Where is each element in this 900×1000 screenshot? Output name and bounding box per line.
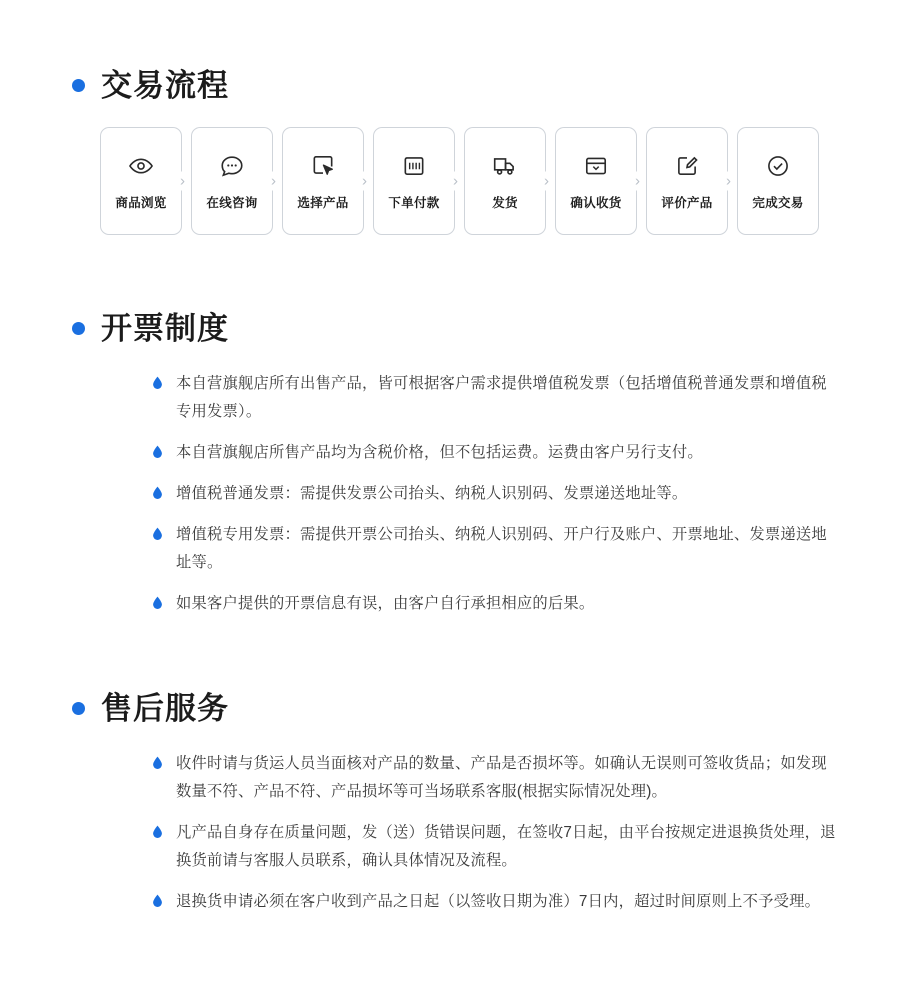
- section-transaction-flow: [60, 70, 840, 235]
- list-item: [152, 521, 840, 577]
- spacer: [60, 235, 840, 313]
- flow-step-5: [453, 127, 546, 235]
- bullet-dot-icon: [72, 79, 85, 92]
- droplet-icon: [152, 527, 163, 541]
- chevron-right-icon: ›: [453, 172, 458, 190]
- list-item-text: 如果客户提供的开票信息有误，由客户自行承担相应的后果。: [176, 595, 595, 612]
- card-icon: [399, 151, 429, 181]
- truck-icon: [490, 151, 520, 181]
- list-item: [152, 480, 840, 508]
- invoice-policy-list: [152, 370, 840, 618]
- chat-icon: [217, 151, 247, 181]
- list-item: [152, 750, 840, 806]
- chevron-right-icon: ›: [180, 172, 185, 190]
- inbox-icon: [581, 151, 611, 181]
- list-item: [152, 590, 840, 618]
- flow-step-8: [726, 127, 819, 235]
- spacer: [60, 631, 840, 693]
- bullet-dot-icon: [72, 322, 85, 335]
- section-heading: [72, 70, 840, 101]
- list-item-text: 增值税普通发票：需提供发票公司抬头、纳税人识别码、发票递送地址等。: [176, 485, 688, 502]
- list-item-text: 退换货申请必须在客户收到产品之日起（以签收日期为准）7日内，超过时间原则上不予受理。: [176, 893, 821, 910]
- cursor-box-icon: [308, 151, 338, 181]
- list-item: [152, 888, 840, 916]
- chevron-right-icon: ›: [635, 172, 640, 190]
- flow-step-label: 商品浏览: [115, 196, 167, 210]
- section-title: 开票制度: [101, 311, 229, 346]
- flow-step-label: 确认收货: [570, 196, 622, 210]
- section-invoice-policy: [60, 313, 840, 618]
- list-item-text: 凡产品自身存在质量问题，发（送）货错误问题，在签收7日起，由平台按规定进退换货处理，退换货前请与客服人员联系，确认具体情况及流程。: [176, 824, 836, 869]
- flow-step-1: [100, 127, 182, 235]
- edit-note-icon: [672, 151, 702, 181]
- droplet-icon: [152, 825, 163, 839]
- flow-steps: [100, 127, 840, 235]
- section-title: 售后服务: [101, 691, 229, 726]
- eye-icon: [126, 151, 156, 181]
- droplet-icon: [152, 486, 163, 500]
- flow-step-7: [635, 127, 728, 235]
- flow-step-4: [362, 127, 455, 235]
- bullet-dot-icon: [72, 702, 85, 715]
- after-sales-list: [152, 750, 840, 916]
- list-item: [152, 439, 840, 467]
- droplet-icon: [152, 376, 163, 390]
- section-heading: [72, 313, 840, 344]
- flow-step-2: [180, 127, 273, 235]
- chevron-right-icon: ›: [544, 172, 549, 190]
- flow-step-6: [544, 127, 637, 235]
- section-heading: [72, 693, 840, 724]
- chevron-right-icon: ›: [271, 172, 276, 190]
- list-item-text: 增值税专用发票：需提供开票公司抬头、纳税人识别码、开户行及账户、开票地址、发票递送地址等。: [176, 526, 827, 571]
- check-circle-icon: [763, 151, 793, 181]
- section-after-sales-service: [60, 693, 840, 916]
- flow-step-3: [271, 127, 364, 235]
- flow-step-label: 选择产品: [297, 196, 349, 210]
- list-item: [152, 370, 840, 426]
- flow-step-label: 下单付款: [388, 196, 440, 210]
- chevron-right-icon: ›: [726, 172, 731, 190]
- droplet-icon: [152, 445, 163, 459]
- flow-step-label: 发货: [492, 196, 518, 210]
- list-item: [152, 819, 840, 875]
- flow-step-label: 评价产品: [661, 196, 713, 210]
- chevron-right-icon: ›: [362, 172, 367, 190]
- list-item-text: 本自营旗舰店所售产品均为含税价格，但不包括运费。运费由客户另行支付。: [176, 444, 703, 461]
- list-item-text: 本自营旗舰店所有出售产品，皆可根据客户需求提供增值税发票（包括增值税普通发票和增值税专用发票）。: [176, 375, 827, 420]
- flow-step-label: 完成交易: [752, 196, 804, 210]
- droplet-icon: [152, 596, 163, 610]
- droplet-icon: [152, 894, 163, 908]
- droplet-icon: [152, 756, 163, 770]
- section-title: 交易流程: [101, 68, 229, 103]
- list-item-text: 收件时请与货运人员当面核对产品的数量、产品是否损坏等。如确认无误则可签收货品；如发现数量不符、产品不符、产品损坏等可当场联系客服(根据实际情况处理)。: [176, 755, 827, 800]
- flow-step-label: 在线咨询: [206, 196, 258, 210]
